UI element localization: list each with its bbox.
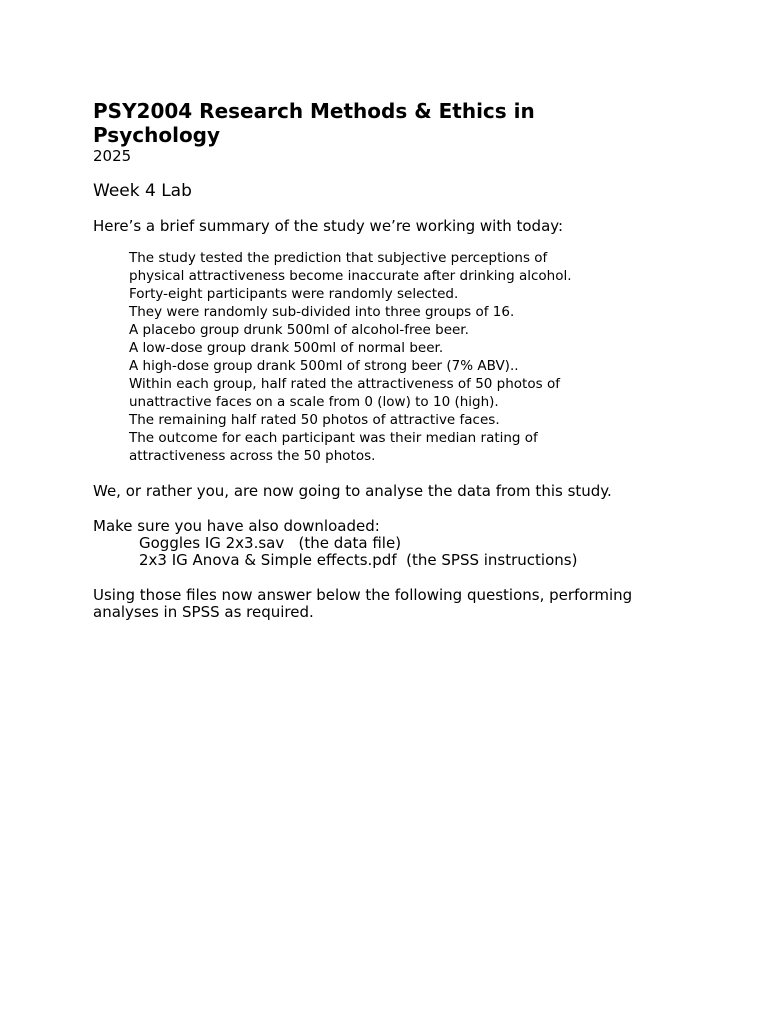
title-line-2: Psychology xyxy=(93,123,221,147)
file-item-instructions: 2x3 IG Anova & Simple effects.pdf (the SPSS instructions) xyxy=(139,551,578,569)
document-year: 2025 xyxy=(93,147,132,165)
summary-line: A low-dose group drank 500ml of normal beer. xyxy=(129,340,444,356)
week-heading: Week 4 Lab xyxy=(93,181,192,201)
summary-line: attractiveness across the 50 photos. xyxy=(129,448,376,464)
summary-line: Within each group, half rated the attractiveness of 50 photos of xyxy=(129,376,560,392)
instructions-line-2: analyses in SPSS as required. xyxy=(93,603,314,621)
summary-line: A high-dose group drank 500ml of strong beer (7% ABV).. xyxy=(129,358,519,374)
study-summary xyxy=(129,249,693,465)
instructions-paragraph xyxy=(93,587,693,621)
summary-line: Forty-eight participants were randomly selected. xyxy=(129,286,459,302)
summary-line: They were randomly sub-divided into three groups of 16. xyxy=(129,304,515,320)
summary-line: The remaining half rated 50 photos of attractive faces. xyxy=(129,412,500,428)
analyse-paragraph: We, or rather you, are now going to analyse the data from this study. xyxy=(93,482,612,500)
summary-line: The study tested the prediction that subjective perceptions of xyxy=(129,250,548,266)
file-item-data: Goggles IG 2x3.sav (the data file) xyxy=(139,534,402,552)
document-page xyxy=(93,99,693,621)
summary-line: unattractive faces on a scale from 0 (low) to 10 (high). xyxy=(129,394,499,410)
title-line-1: PSY2004 Research Methods & Ethics in xyxy=(93,99,535,123)
intro-text: Here’s a brief summary of the study we’re working with today: xyxy=(93,217,564,235)
file-list xyxy=(139,535,693,569)
summary-line: The outcome for each participant was their median rating of xyxy=(129,430,538,446)
document-title xyxy=(93,99,693,147)
download-heading: Make sure you have also downloaded: xyxy=(93,517,380,535)
instructions-line-1: Using those files now answer below the following questions, performing xyxy=(93,586,633,604)
summary-line: A placebo group drunk 500ml of alcohol-free beer. xyxy=(129,322,469,338)
summary-line: physical attractiveness become inaccurate after drinking alcohol. xyxy=(129,268,572,284)
